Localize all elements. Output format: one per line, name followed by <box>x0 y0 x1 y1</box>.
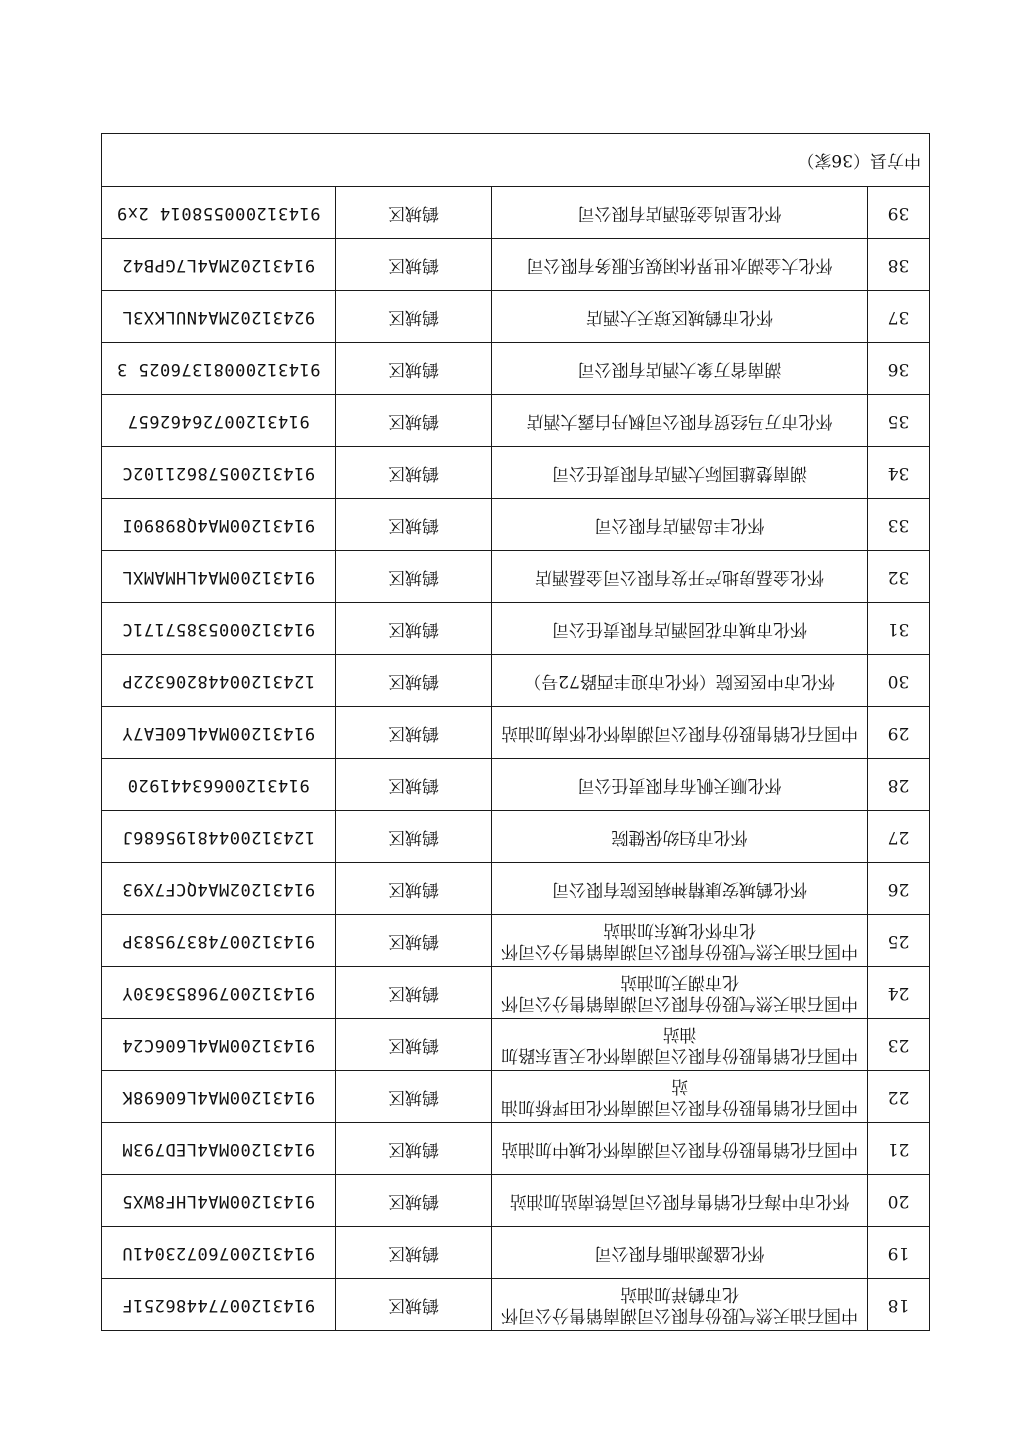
table-row <box>102 395 930 447</box>
table-row <box>102 1123 930 1175</box>
credit-code: 91431200MA4L606C24 <box>102 1019 336 1071</box>
credit-code: 91431200053857171C <box>102 603 336 655</box>
row-number: 38 <box>868 239 930 291</box>
enterprise-name: 怀化市中海石化销售有限公司高铁南站加油站 <box>492 1175 868 1227</box>
district-cell: 鹤城区 <box>336 863 492 915</box>
row-number: 21 <box>868 1123 930 1175</box>
row-number: 33 <box>868 499 930 551</box>
row-number: 25 <box>868 915 930 967</box>
table-row <box>102 343 930 395</box>
district-cell: 鹤城区 <box>336 1279 492 1331</box>
row-number: 39 <box>868 187 930 239</box>
district-cell: 鹤城区 <box>336 499 492 551</box>
table-row <box>102 811 930 863</box>
credit-code: 91431200MA4Q89890I <box>102 499 336 551</box>
enterprise-name: 中国石化销售股份有限公司湖南怀化城中加油站 <box>492 1123 868 1175</box>
row-number: 20 <box>868 1175 930 1227</box>
district-cell: 鹤城区 <box>336 447 492 499</box>
table-row <box>102 1279 930 1331</box>
credit-code: 91431200774486251F <box>102 1279 336 1331</box>
district-cell: 鹤城区 <box>336 1175 492 1227</box>
table-row <box>102 1227 930 1279</box>
enterprise-name: 怀化大金湖水世界休闲娱乐服务有限公司 <box>492 239 868 291</box>
table-row <box>102 1175 930 1227</box>
row-number: 27 <box>868 811 930 863</box>
enterprise-name: 怀化市万马经贸有限公司枫丹白露大酒店 <box>492 395 868 447</box>
district-cell: 鹤城区 <box>336 915 492 967</box>
table-row <box>102 291 930 343</box>
table-row <box>102 967 930 1019</box>
row-number: 19 <box>868 1227 930 1279</box>
enterprise-name: 怀化金磊房地产开发有限公司金磊酒店 <box>492 551 868 603</box>
row-number: 37 <box>868 291 930 343</box>
credit-code: 91431202MA4QCF7X93 <box>102 863 336 915</box>
credit-code: 91431202MA4L7GPB42 <box>102 239 336 291</box>
district-cell: 鹤城区 <box>336 291 492 343</box>
enterprise-name: 怀化盛源油脂有限公司 <box>492 1227 868 1279</box>
credit-code: 92431202MA4NULKX3L <box>102 291 336 343</box>
enterprise-name: 怀化星尚金苑酒店有限公司 <box>492 187 868 239</box>
credit-code: 91431200MA4LHMAMXL <box>102 551 336 603</box>
credit-code: 12431200448206322P <box>102 655 336 707</box>
credit-code: 91431200760723041U <box>102 1227 336 1279</box>
enterprise-name: 中国石油天然气股份有限公司湖南销售分公司怀化市怀化城东加油站 <box>492 915 868 967</box>
district-cell: 鹤城区 <box>336 187 492 239</box>
credit-code: 914312000558014 2x9 <box>102 187 336 239</box>
row-number: 29 <box>868 707 930 759</box>
enterprise-name: 怀化市中医医院（怀化市迎丰西路72号） <box>492 655 868 707</box>
district-cell: 鹤城区 <box>336 1071 492 1123</box>
row-number: 26 <box>868 863 930 915</box>
district-cell: 鹤城区 <box>336 239 492 291</box>
credit-code: 91431200663441920 <box>102 759 336 811</box>
district-cell: 鹤城区 <box>336 1227 492 1279</box>
enterprise-name: 中国石化销售股份有限公司湖南怀化田坪桥加油站 <box>492 1071 868 1123</box>
district-cell: 鹤城区 <box>336 1019 492 1071</box>
table-row <box>102 187 930 239</box>
row-number: 23 <box>868 1019 930 1071</box>
table-row <box>102 915 930 967</box>
credit-code: 91431200796853630Y <box>102 967 336 1019</box>
credit-code: 91431200MA4L60698K <box>102 1071 336 1123</box>
enterprise-name: 湖南省万象大酒店有限公司 <box>492 343 868 395</box>
enterprise-name: 怀化鹤城安康精神病医院有限公司 <box>492 863 868 915</box>
credit-code: 91431200748379583P <box>102 915 336 967</box>
enterprise-name: 怀化顺天帆布有限责任公司 <box>492 759 868 811</box>
row-number: 35 <box>868 395 930 447</box>
district-cell: 鹤城区 <box>336 811 492 863</box>
enterprise-name: 怀化市妇幼保健院 <box>492 811 868 863</box>
row-number: 18 <box>868 1279 930 1331</box>
credit-code: 91431200081376025 3 <box>102 343 336 395</box>
row-number: 28 <box>868 759 930 811</box>
credit-code: 91431200726462657 <box>102 395 336 447</box>
table-row <box>102 707 930 759</box>
enterprise-name: 湖南楚雄国际大酒店有限责任公司 <box>492 447 868 499</box>
table-row <box>102 1071 930 1123</box>
table-row <box>102 863 930 915</box>
district-cell: 鹤城区 <box>336 551 492 603</box>
row-number: 22 <box>868 1071 930 1123</box>
credit-code: 91431200MA4LHF8WX5 <box>102 1175 336 1227</box>
county-label: 中方县（36家） <box>102 134 930 187</box>
row-number: 31 <box>868 603 930 655</box>
district-cell: 鹤城区 <box>336 1123 492 1175</box>
table-row <box>102 239 930 291</box>
district-cell: 鹤城区 <box>336 395 492 447</box>
district-cell: 鹤城区 <box>336 655 492 707</box>
table-row <box>102 1019 930 1071</box>
credit-code: 91431200MA4LED793M <box>102 1123 336 1175</box>
credit-code: 91431200MA4L60EA7Y <box>102 707 336 759</box>
credit-code: 12431200448195686J <box>102 811 336 863</box>
row-number: 32 <box>868 551 930 603</box>
table-row <box>102 655 930 707</box>
row-number: 30 <box>868 655 930 707</box>
enterprise-name: 怀化丰岛酒店有限公司 <box>492 499 868 551</box>
district-cell: 鹤城区 <box>336 603 492 655</box>
table-row <box>102 499 930 551</box>
credit-code: 91431200578621102C <box>102 447 336 499</box>
enterprise-name: 中国石化销售股份有限公司湖南怀化怀南加油站 <box>492 707 868 759</box>
district-cell: 鹤城区 <box>336 759 492 811</box>
enterprise-register-table <box>101 133 930 1331</box>
enterprise-name: 中国石化销售股份有限公司湖南怀化天星东路加油站 <box>492 1019 868 1071</box>
district-cell: 鹤城区 <box>336 707 492 759</box>
row-number: 36 <box>868 343 930 395</box>
enterprise-name: 怀化市城市花园酒店有限责任公司 <box>492 603 868 655</box>
enterprise-name: 中国石油天然气股份有限公司湖南销售分公司怀化市鹤祥加油站 <box>492 1279 868 1331</box>
table-row <box>102 447 930 499</box>
table-row <box>102 603 930 655</box>
district-cell: 鹤城区 <box>336 967 492 1019</box>
row-number: 34 <box>868 447 930 499</box>
row-number: 24 <box>868 967 930 1019</box>
enterprise-name: 中国石油天然气股份有限公司湖南销售分公司怀化市湖天加油站 <box>492 967 868 1019</box>
district-cell: 鹤城区 <box>336 343 492 395</box>
table-row <box>102 759 930 811</box>
table-row <box>102 551 930 603</box>
county-heading-row <box>102 134 930 187</box>
enterprise-name: 怀化市鹤城区琼天大酒店 <box>492 291 868 343</box>
